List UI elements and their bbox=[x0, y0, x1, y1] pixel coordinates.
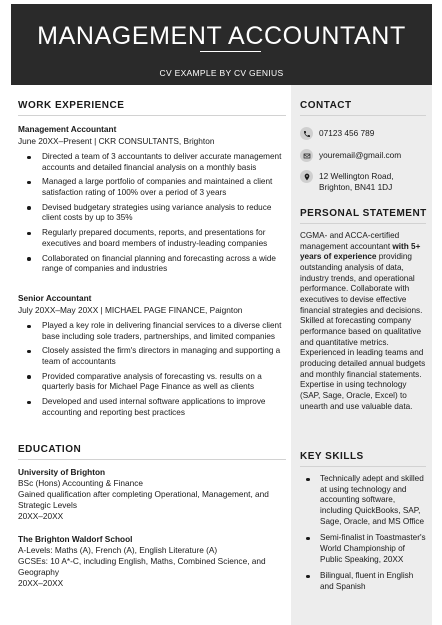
section-divider bbox=[300, 466, 426, 467]
education-entry bbox=[18, 534, 286, 589]
education-dates: 20XX–20XX bbox=[18, 577, 64, 588]
location-pin-icon bbox=[300, 170, 313, 183]
job-meta: June 20XX–Present | CKR CONSULTANTS, Brighton bbox=[18, 136, 215, 146]
contact-heading: CONTACT bbox=[300, 100, 352, 111]
section-divider bbox=[300, 223, 426, 224]
address bbox=[319, 171, 431, 193]
address-line-1: 12 Wellington Road, bbox=[319, 171, 394, 181]
education-heading: EDUCATION bbox=[18, 444, 82, 455]
list-item: Technically adept and skilled at using technology and accounting software, including QuickBooks, SAP, Sage, Oracle, and MS Office bbox=[300, 474, 428, 527]
cv-header bbox=[11, 4, 432, 85]
list-item: Collaborated on financial planning and forecasting across a wide range of companies and industries bbox=[18, 254, 286, 275]
list-item: Semi-finalist in Toastmaster's World Championship of Public Speaking, 20XX bbox=[300, 533, 428, 565]
list-item: Managed a large portfolio of companies and maintained a client satisfaction rating of 100% over a period of 3 years bbox=[18, 177, 286, 198]
section-divider bbox=[18, 115, 286, 116]
key-skills-heading: KEY SKILLS bbox=[300, 451, 364, 462]
job-title: Management Accountant bbox=[18, 124, 117, 134]
address-line-2: Brighton, BN41 1DJ bbox=[319, 182, 393, 192]
job-meta: July 20XX–May 20XX | MICHAEL PAGE FINANCE, Paignton bbox=[18, 305, 243, 315]
school-name: University of Brighton bbox=[18, 467, 106, 477]
cv-name: MANAGEMENT ACCOUNTANT bbox=[37, 22, 406, 50]
list-item: Developed and used internal software applications to improve accounting and reporting best practices bbox=[18, 397, 286, 418]
list-item: Played a key role in delivering financial services to a diverse client base including sole traders, partnerships, and limited companies bbox=[18, 321, 286, 342]
personal-statement-text bbox=[300, 231, 428, 412]
skills-list bbox=[300, 474, 428, 599]
education-dates: 20XX–20XX bbox=[18, 510, 64, 521]
header-rule bbox=[200, 51, 261, 52]
list-item: Bilingual, fluent in English and Spanish bbox=[300, 571, 428, 592]
education-entry bbox=[18, 467, 286, 522]
phone-icon bbox=[300, 127, 313, 140]
job-title: Senior Accountant bbox=[18, 293, 92, 303]
qualification: A-Levels: Maths (A), French (A), English Literature (A) bbox=[18, 544, 218, 555]
personal-statement-heading: PERSONAL STATEMENT bbox=[300, 208, 427, 219]
list-item: Directed a team of 3 accountants to deliver accurate management accounts and detailed financial analysis on a monthly basis bbox=[18, 152, 286, 173]
qualification-detail: Gained qualification after completing Operational, Management, and Strategic Levels bbox=[18, 488, 269, 510]
job-bullets bbox=[18, 321, 286, 423]
phone-number: 07123 456 789 bbox=[319, 128, 375, 138]
email-icon bbox=[300, 149, 313, 162]
statement-highlight: with 5+ years of experience bbox=[300, 241, 421, 262]
school-name: The Brighton Waldorf School bbox=[18, 534, 133, 544]
statement-body: providing outstanding analysis of data, industry trends, and operational performance. Collaborate with executives to devise effective financial strategies and decisions. Skilled at forecasting company performance based on qualitative and quantitative metrics. Experienced in leading teams and producing detailed annual budgets and monthly financial statements. Expertise in using technology (SAP, Sage, Oracle, Excel) to unearth and use valuable data. bbox=[300, 252, 426, 411]
job-bullets bbox=[18, 152, 286, 279]
statement-intro: CGMA- and ACCA-certified management accountant bbox=[300, 231, 400, 251]
cv-subtitle: CV EXAMPLE BY CV GENIUS bbox=[159, 68, 284, 78]
list-item: Provided comparative analysis of forecasting vs. results on a quarterly basis for Michael Page Finance as well as clients bbox=[18, 372, 286, 393]
qualification-detail: GCSEs: 10 A*-C, including English, Maths, Combined Science, and Geography bbox=[18, 555, 266, 577]
section-divider bbox=[18, 459, 286, 460]
section-divider bbox=[300, 115, 426, 116]
qualification: BSc (Hons) Accounting & Finance bbox=[18, 477, 143, 488]
work-experience-heading: WORK EXPERIENCE bbox=[18, 100, 125, 111]
list-item: Devised budgetary strategies using variance analysis to reduce client costs by up to 35% bbox=[18, 203, 286, 224]
list-item: Regularly prepared documents, reports, and presentations for executives and board members of industry-leading companies bbox=[18, 228, 286, 249]
email-address: youremail@gmail.com bbox=[319, 150, 402, 160]
list-item: Closely assisted the firm's directors in managing and supporting a team of accountants bbox=[18, 346, 286, 367]
